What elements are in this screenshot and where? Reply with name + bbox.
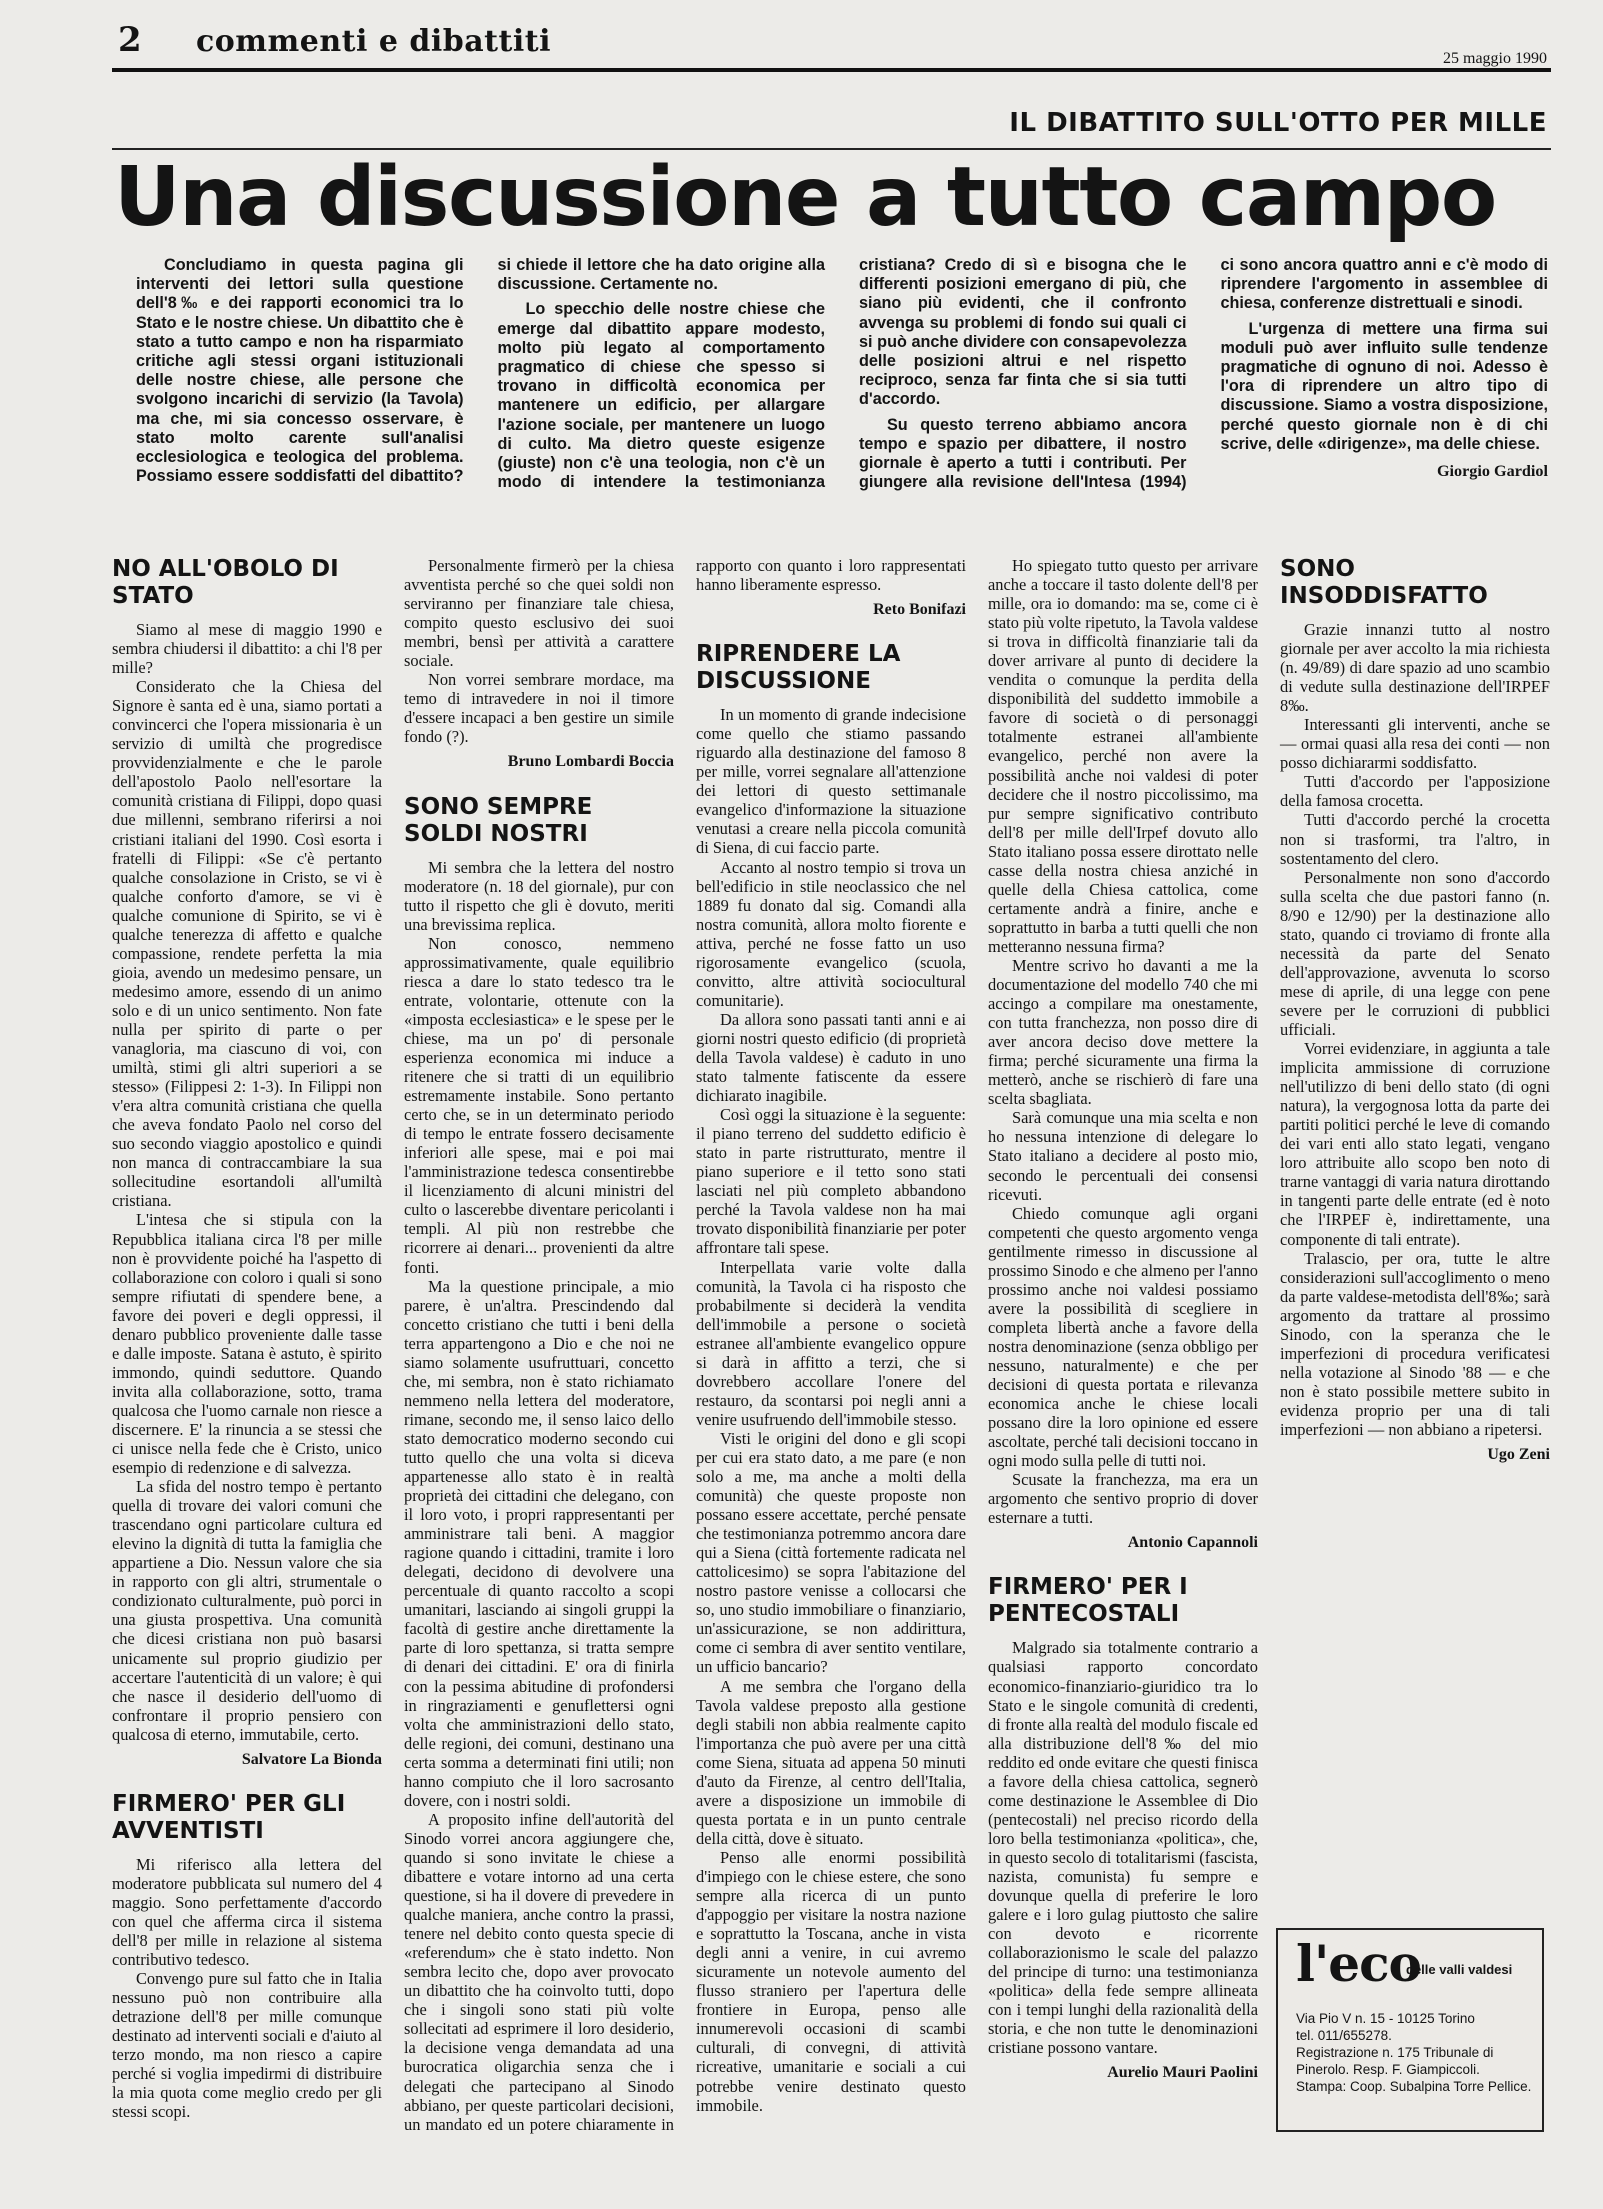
masthead-subtitle: delle valli valdesi [1406, 1962, 1513, 1977]
headline: Una discussione a tutto campo [114, 150, 1496, 245]
page-number: 2 [118, 20, 142, 60]
article-paragraph: Così oggi la situazione è la seguente: il piano terreno del suddetto edificio è stato in parte ristrutturato, mentre il piano superiore e il tetto sono stati lasciati nel più completo abbandono perché la Tavola valdese non ha mai trovato disponibilità finanziarie per poter affrontare tali spese. [696, 1105, 966, 1258]
article-paragraph: Malgrado sia totalmente contrario a qualsiasi rapporto concordato economico-finanziario-giuridico tra lo Stato e le singole comunità di credenti, di fronte alla realtà del modulo fiscale ed alla distribuzione dell'8‰ del mio reddito ed onde evitare che questi finisca a favore della chiesa cattolica, segnerò come destinazione le Assemblee di Dio (pentecostali) nel preciso ricordo della loro bella testimonianza «politica», che, in questo secolo di totalitarismi (fascista, nazista, comunista) fu sempre e dovunque quella di preferire le loro galere e i loro gulag piuttosto che salire con devoto e ricorrente collaborazionismo le scale del palazzo del principe di turno: una testimonianza «politica» della fede sempre allineata con i tempi lunghi della razionalità della storia, e che non tutte le denominazioni cristiane possono vantare. [988, 1638, 1258, 2058]
article-signature: Salvatore La Bionda [241, 1750, 382, 1768]
article-paragraph: Tutti d'accordo per l'apposizione della famosa crocetta. [1280, 772, 1550, 811]
intro-paragraph: Concludiamo in questa pagina gli interventi dei lettori sulla questione dell'8‰ e dei rapporti economici tra lo Stato e le nostre chiese. Un dibattito che è stato a tutto campo e non ha risparmiato critiche agli stessi organi istituzionali delle nostre chiese, alle persone che svolgono incarichi di servizio (la Tavola) ma che, mi sia concesso osservare, è stato molto carente sull'analisi ecclesiologica e teologica del problema. Possiamo essere soddisfatti del dibattito? si chiede il lettore che ha dato origine alla discussione. Certamente no. [136, 256, 825, 486]
article-paragraph: Chiedo comunque agli organi competenti che questo argomento venga gentilmente rimesso in discussione al prossimo Sinodo e che almeno per l'anno prossimo anche noi valdesi possiamo avere la possibilità di scegliere in completa libertà anche a favore della nostra denominazione (senza obbligo per nessuno, naturalmente) e che per decisioni di questa portata e rilevanza economica anche le chiese locali possano dire la loro opinione ed essere ascoltate, perché tali decisioni toccano in ogni modo sulla pelle di tutti noi. [988, 1203, 1258, 1471]
article-paragraph: A proposito infine dell'autorità del Sinodo vorrei ancora aggiungere che, quando si sono invitate le chiese a dibattere e votare intorno ad una certa questione, si ha il dovere di prevedere in qualche maniera, anche contro la prassi, tenere nel debito conto questa specie di «referendum» che è stato indetto. Non sembra lecito che, dopo aver provocato un dibattito che ha coinvolto tutti, dopo che i singoli sono stati più volte sollecitati ad esprimere il loro desiderio, la decisione venga demandata ad una burocratica oligarchia senza che i delegati che partecipano al Sinodo abbiano, per queste particolari decisioni, un mandato ed un potere chiaramente in rapporto con quanto i loro rappresentati hanno liberamente espresso. [404, 556, 966, 2134]
article-paragraph: Mi sembra che la lettera del nostro moderatore (n. 18 del giornale), pur con tutto il rispetto che gli è dovuto, meriti una brevissima replica. [404, 857, 674, 934]
masthead-box [1276, 1928, 1544, 2132]
article-paragraph: Considerato che la Chiesa del Signore è santa ed è una, siamo portati a convincerci che l'opera missionaria è un servizio di umiltà che progredisce provvidenzialmente e che le parole dell'apostolo Paolo nell'esortare la comunità cristiana di Filippi, dopo quasi due millenni, sembrano riferirsi a noi cristiani italiani del 1990. Così esorta i fratelli di Filippi: «Se c'è pertanto qualche consolazione in Cristo, se vi è qualche conforto d'amore, se vi è qualche comunione di Spirito, se vi è qualche tenerezza di affetto e qualche compassione, rendete perfetta la mia gioia, avendo un medesimo pensare, un medesimo amore, essendo di un animo solo e di un unico sentimento. Non fate nulla per spirito di parte o per vanagloria, ma ciascuno di voi, con umiltà, stimi gli altri superiori a se stesso» (Filippesi 2: 1-3). In Filippi non v'era altra comunità cristiana che quella che aveva fondato Paolo nel corso del suo secondo viaggio apostolico e quindi non manca di contraccambiare la sua sollecitudine esortandoli all'umiltà cristiana. [112, 677, 382, 1211]
article-paragraph: Interessanti gli interventi, anche se — ormai quasi alla resa dei conti — non posso dichiararmi soddisfatto. [1280, 715, 1550, 773]
article-paragraph: Mi riferisco alla lettera del moderatore pubblicata sul numero del 4 maggio. Sono perfettamente d'accordo con quel che afferma circa il sistema dell'8 per mille in relazione al sistema contributivo tedesco. [112, 1854, 382, 1970]
article-paragraph: Mentre scrivo ho davanti a me la documentazione del modello 740 che mi accingo a compilare ma onestamente, con tutta franchezza, non posso dire di aver ancora deciso dove mettere la firma; perché sicuramente una firma la metterò, anche se rischierò di fare una scelta sbagliata. [988, 955, 1258, 1109]
article-title: SONO INSODDISFATTO [1280, 556, 1488, 609]
letters-columns [112, 556, 1550, 2141]
masthead-title: l'eco [1296, 1934, 1421, 1993]
article-paragraph: L'intesa che si stipula con la Repubblica italiana circa l'8 per mille non è provvidente poiché ha l'aspetto di collaborazione con coloro i quali si sono sempre rifiutati di spendere bene, a favore dei poveri e degli oppressi, il denaro pubblico proveniente dalle tasse e dalle imposte. Satana è astuto, è spirito immondo, quindi seduttore. Quando invita alla collaborazione, sotto, trama qualcosa che l'uomo carnale non riesce a discernere. E' la rinuncia a se stessi che ci unisce nella fede che è Cristo, unico esempio di redenzione e di salvezza. [112, 1210, 382, 1478]
article-paragraph: Personalmente non sono d'accordo sulla scelta che due pastori fanno (n. 8/90 e 12/90) per la destinazione allo stato, quando ci troviamo di fronte alla necessità da parte del Senato dell'approvazione, avvenuta lo scorso mese di aprile, di una legge con pene severe per le corruzioni di pubblici ufficiali. [1280, 867, 1550, 1039]
article-paragraph: Accanto al nostro tempio si trova un bell'edificio in stile neoclassico che nel 1889 fu donato dal sig. Comandi alla nostra comunità, allora molto fiorente e attiva, perché ne fosse fatto un uso rigorosamente evangelico (scuola, convitto, altre attività sociocultural comunitarie). [696, 857, 966, 1010]
issue-date: 25 maggio 1990 [1443, 50, 1547, 67]
section-name: commenti e dibattiti [196, 24, 552, 59]
article-paragraph: Siamo al mese di maggio 1990 e sembra chiudersi il dibattito: a chi l'8 per mille? [112, 620, 382, 678]
article-title: SONO SEMPRE SOLDI NOSTRI [404, 793, 593, 847]
article-signature: Aurelio Mauri Paolini [1107, 2064, 1258, 2082]
article-paragraph: Grazie innanzi tutto al nostro giornale per aver accolto la mia richiesta (n. 49/89) di dare spazio ad uno scambio di vedute sulla destinazione dell'IRPEF 8‰. [1280, 620, 1550, 716]
article-paragraph: In un momento di grande indecisione come quello che stiamo passando riguardo alla destinazione del famoso 8 per mille, vorrei segnalare all'attenzione dei lettori di questo settimanale evangelico d'informazione la situazione venutasi a creare nella piccola comunità di Siena, di cui faccio parte. [696, 705, 966, 858]
masthead-phone: tel. 011/655278. [1296, 2028, 1392, 2043]
article-signature: Antonio Capannoli [1127, 1534, 1258, 1552]
article-paragraph: Visti le origini del dono e gli scopi per cui era stato dato, a me pare (e non solo a me, ma anche a molti della comunità) che queste proposte non possano essere accettate, perché pensate che testimonianza potremmo ancora dare qui a Siena (città fortemente radicata nel cattolicesimo) se sopra l'abitazione del nostro pastore venisse a collocarsi che so, uno studio immobiliare o finanziario, un'assicurazione, se non addirittura, come ci sembra di aver sentito ventilare, un ufficio bancario? [696, 1428, 966, 1677]
article-paragraph: Vorrei evidenziare, in aggiunta a tale implicita ammissione di corruzione nell'utilizzo di beni dello stato (di ogni natura), la vergognosa lotta da parte dei partiti politici perché le leve di comando dei vari enti allo stato legati, vengano loro attribuite allo scopo ben noto di trarne vantaggi di varia natura dirottando in tangenti parte delle entrate (ed è noto che l'IRPEF è, indirettamente, una componente di tali entrate). [1280, 1039, 1550, 1249]
article-title: FIRMERO' PER I PENTECOSTALI [988, 1574, 1188, 1628]
intro-paragraph: Lo specchio delle nostre chiese che emerge dal dibattito appare modesto, molto più legato al comportamento pragmatico di chiese che spesso si trovano in difficoltà economica per mantenere un edificio, per allargare l'azione sociale, per mantenere un luogo di culto. Ma dietro queste esigenze (giuste) non c'è una teologia, non c'è un modo di intendere la testimonianza cristiana? Credo di sì e bisogna che le differenti posizioni emergano di più, che siano più evidenti, che il confronto avvenga su problemi di fondo sui quali ci si può anche dividere con consapevolezza delle posizioni altrui e nel rispetto reciproco, senza far finta che si sia tutti d'accordo. [497, 256, 1187, 492]
article-paragraph: Non conosco, nemmeno approssimativamente, quale equilibrio riesca a dare lo stato tedesco tra le entrate, volontarie, ottenute con la «imposta ecclesiastica» e le spese per le chiese, ma un po' di personale esperienza economica mi induce a ritenere che si tratti di un equilibrio estremamente instabile. Sono pertanto certo che, se in un determinato periodo di tempo le entrate fossero decisamente inferiori alle spese, mai e poi mai l'amministrazione tedesca consentirebbe il licenziamento di alcuni ministri del culto o lascerebbe diventare pericolanti i templi. Al più non restrebbe che ricorrere ai denari... provenienti da altre fonti. [404, 933, 674, 1277]
masthead-registration: Registrazione n. 175 Tribunale di Pinerolo. Resp. F. Giampiccoli. Stampa: Coop. Subalpina Torre Pellice. [1296, 2045, 1532, 2094]
article-paragraph: La sfida del nostro tempo è pertanto quella di trovare dei valori comuni che trascendano ogni particolare cultura ed elevino la dignità di tutta la famiglia che appartiene a Dio. Nessun valore che sia in rapporto con gli altri, strumentale o condizionato culturalmente, può porci in una giusta prospettiva. Una comunità che dicesi cristiana non può basarsi unicamente sul proprio giudizio per accertare l'autenticità di un valore; è qui che nasce il desiderio dell'uomo di confrontare il proprio pensiero con qualcosa di eterno, immutabile, certo. [112, 1477, 382, 1744]
article-paragraph: Scusate la franchezza, ma era un argomento che sentivo proprio di dover esternare a tutti. [988, 1470, 1258, 1528]
intro-paragraph: Su questo terreno abbiamo ancora tempo e spazio per dibattere, il nostro giornale è aperto a tutti i contributi. Per giungere alla revisione dell'Intesa (1994) ci sono ancora quattro anni e c'è modo di riprendere l'argomento in assemblee di chiesa, conferenze distrettuali e sinodi. [859, 256, 1548, 492]
article-title: FIRMERO' PER GLI AVVENTISTI [112, 1790, 346, 1844]
intro-signature: Giorgio Gardiol [1436, 462, 1548, 481]
article-paragraph: Da allora sono passati tanti anni e ai giorni nostri questo edificio (di proprietà della Tavola valdese) è caduto in uno stato talmente fatiscente da essere dichiarato inagibile. [696, 1009, 966, 1106]
article-signature: Bruno Lombardi Boccia [507, 753, 674, 771]
article-paragraph: Convengo pure sul fatto che in Italia nessuno può non contribuire alla detrazione dell'8 per mille comunque destinato ad interventi sociali e d'aiuto al terzo mondo, ma non riesco a capire perché si voglia impedirmi di distribuire la mia quota come meglio credo per gli stessi scopi. [112, 1969, 382, 2122]
article-paragraph: Interpellata varie volte dalla comunità, la Tavola ci ha risposto che probabilmente si deciderà la vendita dell'immobile a persone o società estranee all'ambiente evangelico oppure si darà in affitto a terzi, che si dovrebbero accollare l'onere del restauro, da scontarsi poi negli anni a venire usufruendo dell'immobile stesso. [696, 1257, 966, 1429]
article-paragraph: Penso alle enormi possibilità d'impiego con le chiese estere, che sono sempre alla ricerca di un punto d'appoggio per visitare la nostra nazione e soprattutto la Toscana, anche in vista degli anni a venire, in cui avremo sicuramente un notevole aumento del flusso straniero per l'apertura delle frontiere in Europa, penso alle innumerevoli occasioni di scambi culturali, di convegni, di attività ricreative, umanitarie e sociali a cui potrebbe venire destinato questo immobile. [696, 1847, 966, 2115]
intro-paragraph: L'urgenza di mettere una firma sui moduli può aver influito sulle tendenze pragmatiche di ognuno di noi. Adesso è l'ora di riprendere un altro tipo di discussione. Siamo a vostra disposizione, perché questo giornale non è di chi scrive, delle «dirigenze», ma delle chiese. [1220, 319, 1548, 453]
intro-editorial [136, 256, 1548, 526]
article-paragraph: Ma la questione principale, a mio parere, è un'altra. Prescindendo dal concetto cristiano che tutti i beni della terra appartengono a Dio e che noi ne siamo solamente usufruttuari, concetto che, mi sembra, non è stato richiamato nemmeno nella lettera del moderatore, rimane, secondo me, il senso laico dello stato democratico moderno secondo cui tutto quello che una volta si diceva appartenesse allo stato è in realtà proprietà dei cittadini che delegano, con il loro voto, i propri rappresentanti per amministrare tali beni. A maggior ragione quando i cittadini, tramite i loro delegati, decidono di devolvere una percentuale di quanto raccolto a scopi umanitari, lasciando ai singoli gruppi la facoltà di gestire anche direttamente la parte di loro spettanza, si tratta sempre di denari dei cittadini. E' ora di finirla con la pessima abitudine di profondersi in ringraziamenti e genuflettersi ogni volta che amministrazioni dello stato, delle regioni, dei comuni, destinano una certa somma a determinati fini utili; non hanno compiuto che il loro sacrosanto dovere, con i nostri soldi. [404, 1276, 674, 1810]
article-paragraph: Ho spiegato tutto questo per arrivare anche a toccare il tasto dolente dell'8 per mille, ora io domando: ma se, come ci è stato più volte ripetuto, la Tavola valdese si trova in difficoltà finanziarie tali da dover arrivare al punto di decidere la vendita o comunque la perdita della disponibilità del suddetto immobile a favore di società o di personaggi totalmente estranei all'ambiente evangelico, perché non avere la possibilità anche noi valdesi di poter decidere che il nostro piccolissimo, ma pur sempre significativo contributo dell'8 per mille dell'Irpef dovuto allo Stato italiano possa essere dirottato nelle casse della nostra chiesa anziché in quelle della Chiesa cattolica, come certamente andrà a finire, anche e soprattutto in barba a tutti quelli che non metteranno nessuna firma? [988, 556, 1258, 956]
masthead-info [1296, 2010, 1532, 2095]
article-title: NO ALL'OBOLO DI STATO [112, 556, 339, 609]
header-rule [112, 68, 1551, 72]
article-title: RIPRENDERE LA DISCUSSIONE [696, 641, 901, 695]
kicker: IL DIBATTITO SULL'OTTO PER MILLE [1009, 108, 1547, 138]
article-signature: Reto Bonifazi [873, 601, 966, 619]
article-signature: Ugo Zeni [1487, 1446, 1550, 1464]
article-paragraph: Tralascio, per ora, tutte le altre considerazioni sull'accoglimento o meno da parte valdese-metodista dell'8‰; sarà argomento da trattare al prossimo Sinodo, con la speranza che le imperfezioni di procedura verificatesi nella votazione al Sinodo '88 — e che non è stato possibile mettere subito in evidenza proprio per una di tali imperfezioni — non abbiano a ripetersi. [1280, 1248, 1550, 1439]
article-paragraph: A me sembra che l'organo della Tavola valdese preposto alla gestione degli stabili non abbia realmente capito l'importanza che può avere per una città come Siena, situata ad appena 50 minuti d'auto da Firenze, al centro dell'Italia, avere a disposizione un immobile di questa portata e in un punto centrale della città, dove è situato. [696, 1676, 966, 1848]
article-paragraph: Sarà comunque una mia scelta e non ho nessuna intenzione di delegare lo Stato italiano a decidere al posto mio, secondo le percentuali dei consensi ricevuti. [988, 1108, 1258, 1204]
article-paragraph: Personalmente firmerò per la chiesa avventista perché so che quei soldi non serviranno per finanziare tale chiesa, compito questo esclusivo dei suoi membri, bensì per attività a carattere sociale. [404, 556, 674, 671]
masthead-address: Via Pio V n. 15 - 10125 Torino [1296, 2011, 1475, 2026]
article-paragraph: Tutti d'accordo perché la crocetta non si trasformi, tra l'altro, in sostentamento del clero. [1280, 810, 1550, 868]
article-paragraph: Non vorrei sembrare mordace, ma temo di intravedere in noi il timore d'essere incapaci a ben gestire un simile fondo (?). [404, 670, 674, 747]
